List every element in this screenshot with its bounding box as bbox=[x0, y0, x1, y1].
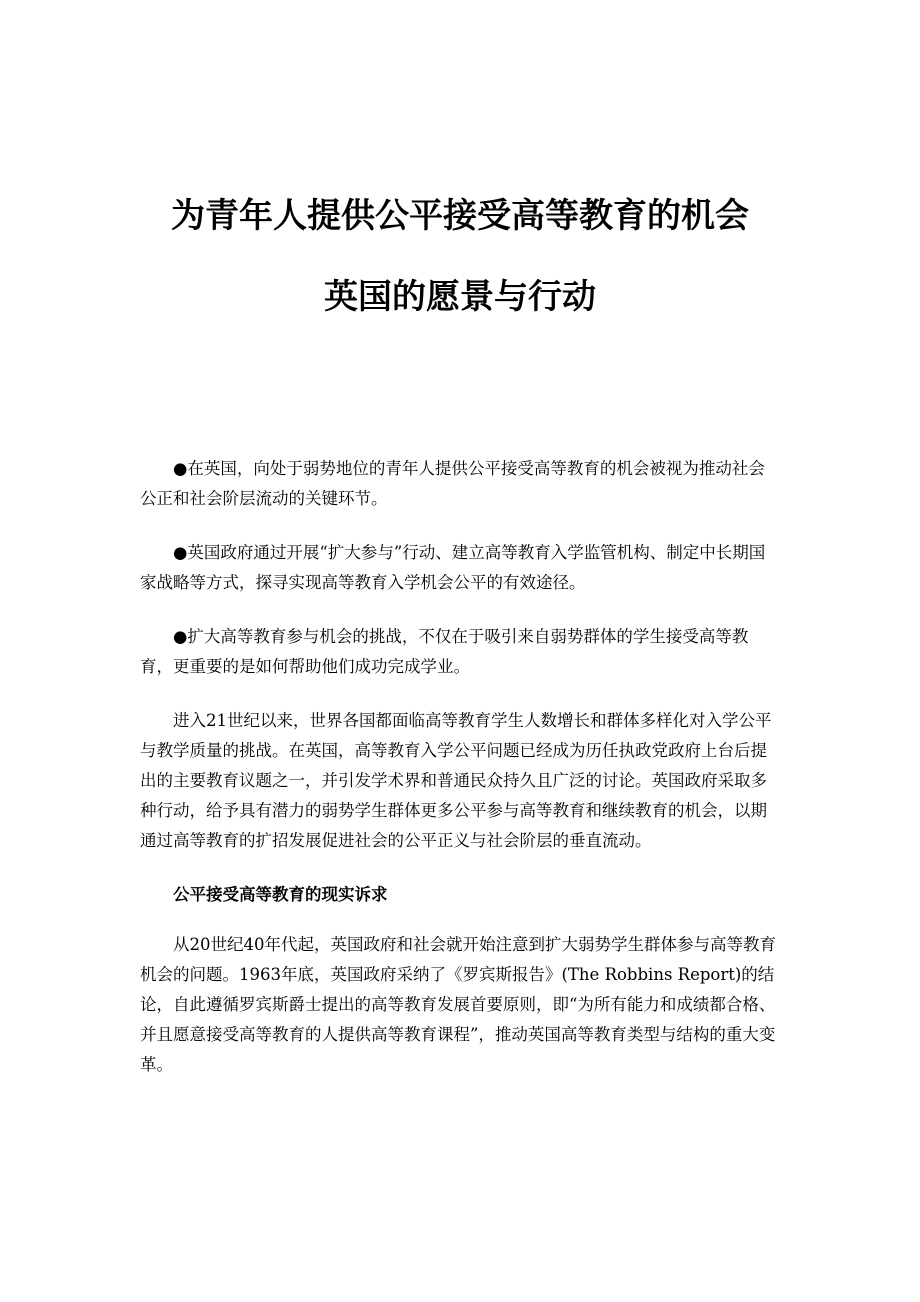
intro-paragraph: 进入21世纪以来，世界各国都面临高等教育学生人数增长和群体多样化对入学公平与教学质量的挑战。在英国，高等教育入学公平问题已经成为历任执政党政府上台后提出的主要教育议题之一，并引发学术界和普通民众持久且广泛的讨论。英国政府采取多种行动，给予具有潜力的弱势学生群体更多公平参与高等教育和继续教育的机会，以期通过高等教育的扩招发展促进社会的公平正义与社会阶层的垂直流动。 bbox=[140, 711, 772, 850]
document-body bbox=[140, 454, 780, 1104]
document-subtitle: 英国的愿景与行动 bbox=[324, 277, 596, 317]
bullet-point: ●扩大高等教育参与机会的挑战，不仅在于吸引来自弱势群体的学生接受高等教育，更重要的是如何帮助他们成功完成学业。 bbox=[140, 627, 749, 676]
section-paragraph: 从20世纪40年代起，英国政府和社会就开始注意到扩大弱势学生群体参与高等教育机会的问题。1963年底，英国政府采纳了《罗宾斯报告》(The Robbins Report)的结论，自此遵循罗宾斯爵士提出的高等教育发展首要原则，即“为所有能力和成绩都合格、并且愿意接受高等教育的人提供高等教育课程”，推动英国高等教育类型与结构的重大变革。 bbox=[140, 935, 776, 1074]
section-heading: 公平接受高等教育的现实诉求 bbox=[173, 885, 388, 904]
bullet-point: ●在英国，向处于弱势地位的青年人提供公平接受高等教育的机会被视为推动社会公正和社会阶层流动的关键环节。 bbox=[140, 459, 765, 508]
document-title: 为青年人提供公平接受高等教育的机会 bbox=[171, 196, 749, 236]
bullet-point: ●英国政府通过开展“扩大参与”行动、建立高等教育入学监管机构、制定中长期国家战略等方式，探寻实现高等教育入学机会公平的有效途径。 bbox=[140, 543, 766, 592]
